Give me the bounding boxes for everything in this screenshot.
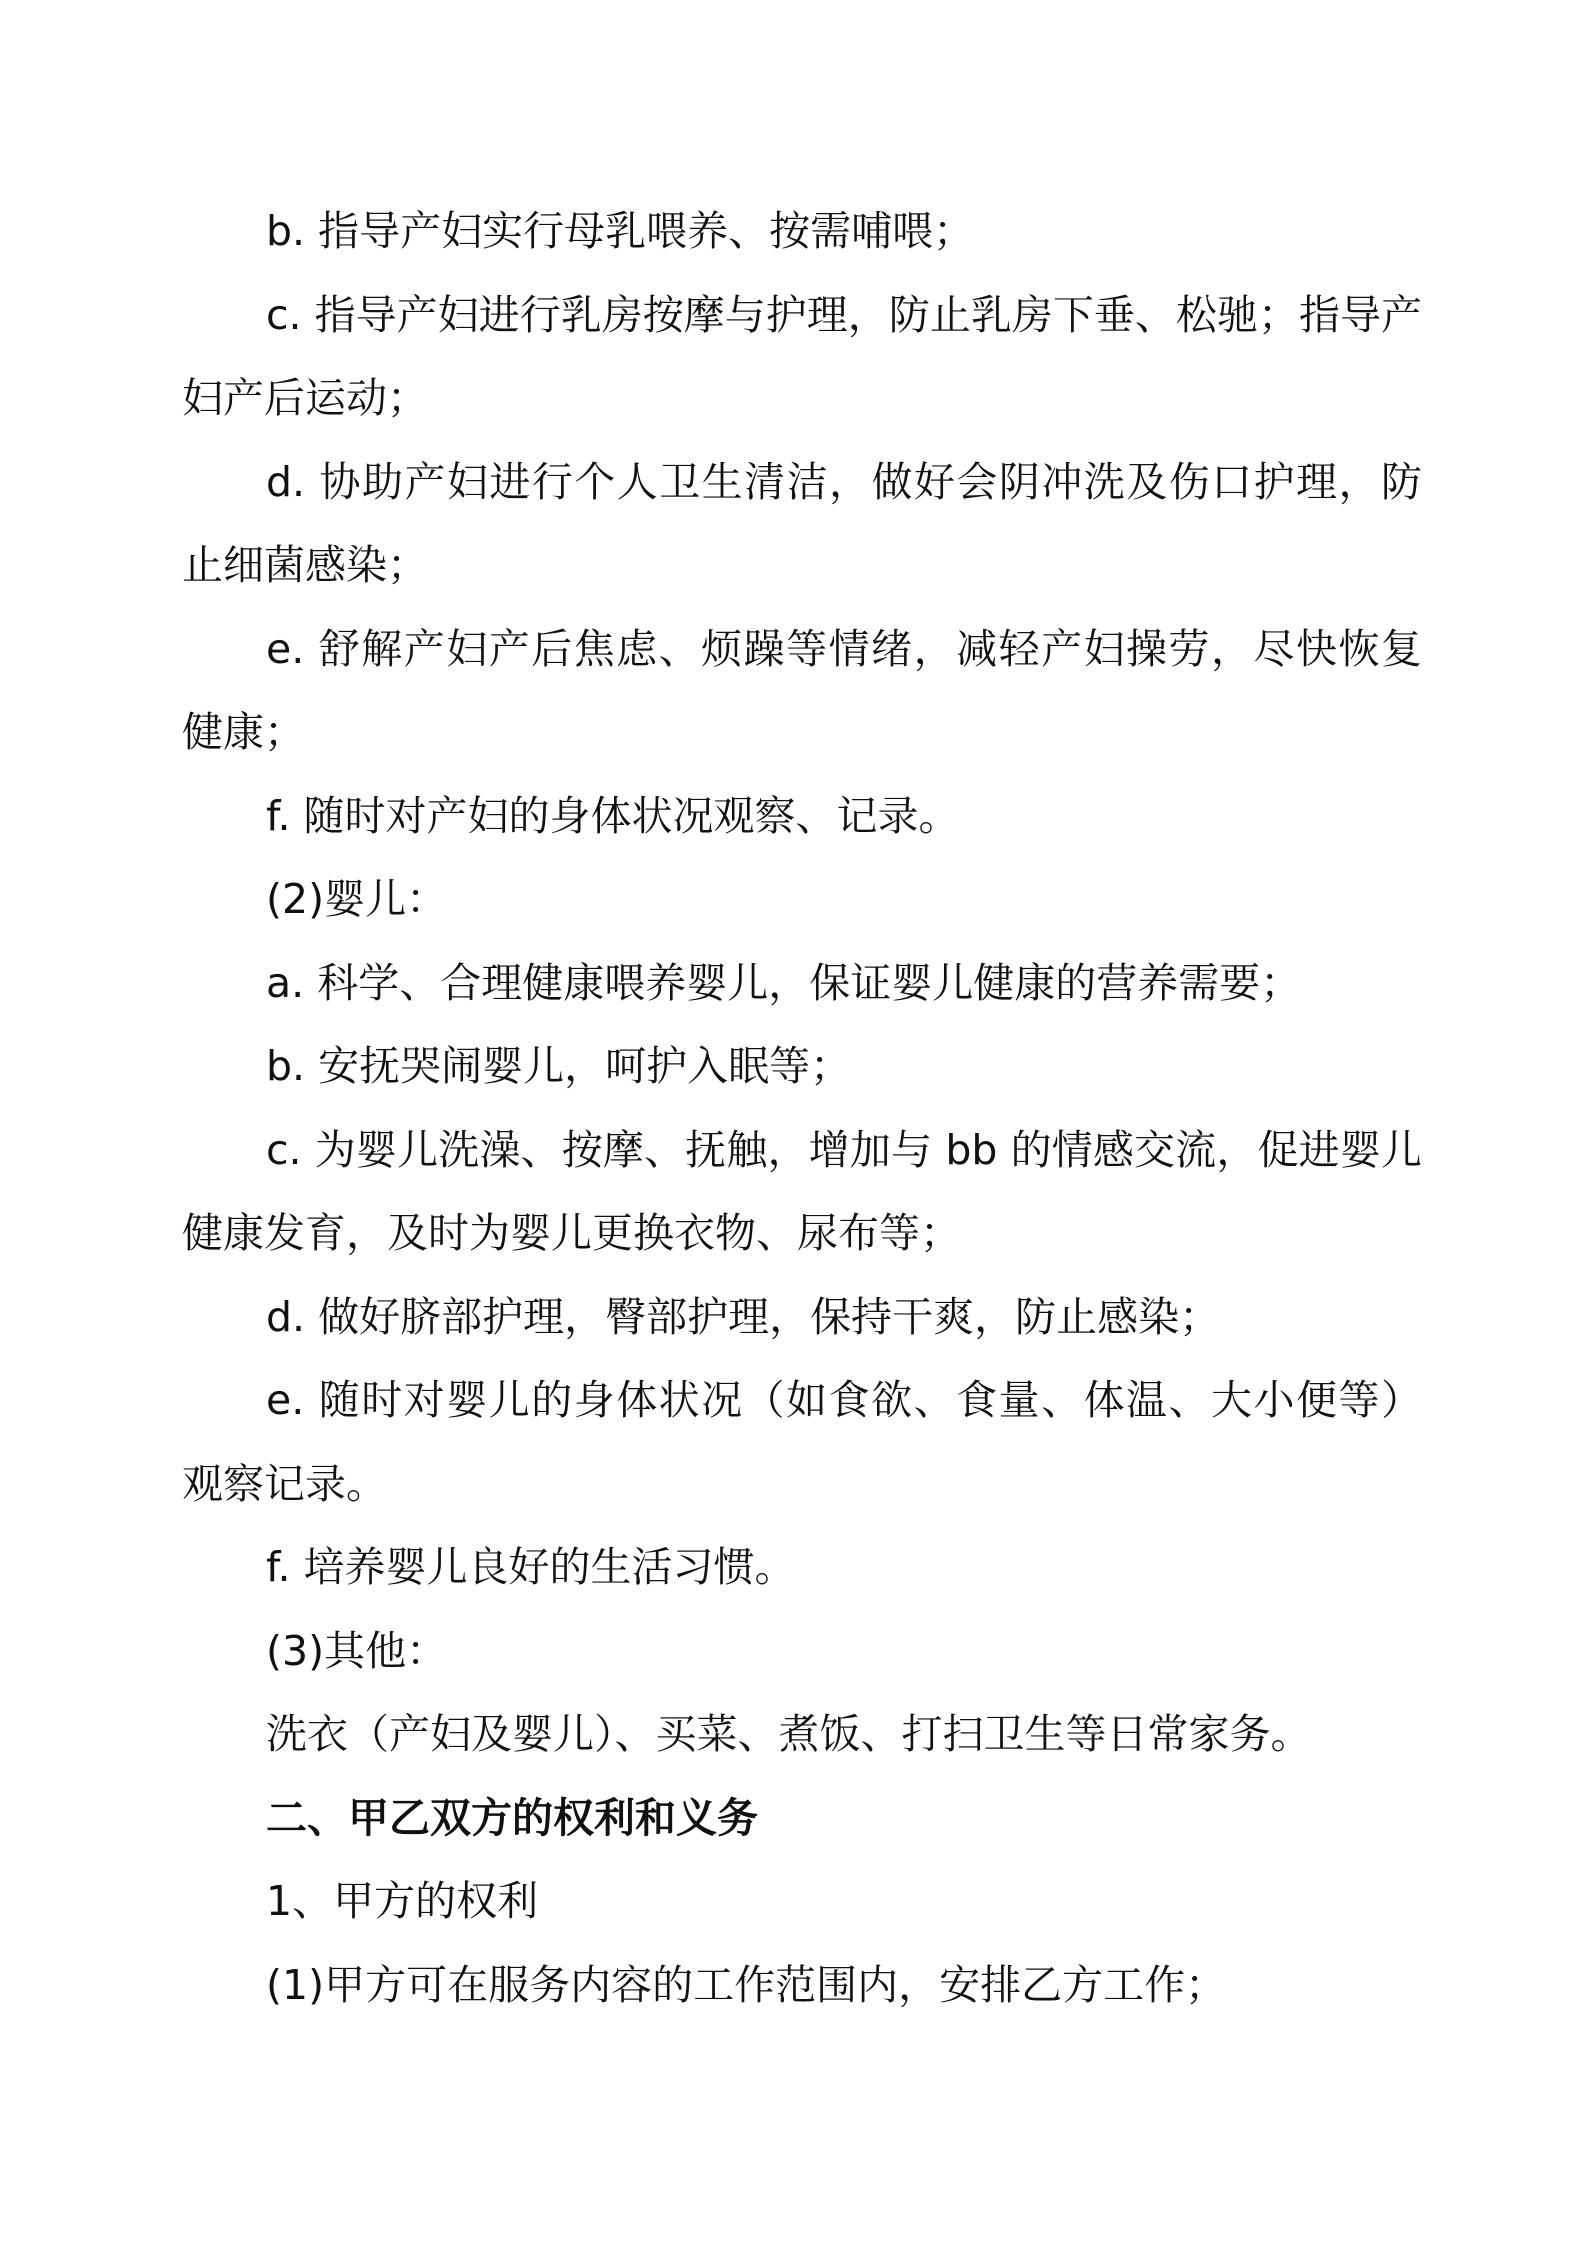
subheading-party-a-rights: 1、甲方的权利: [266, 1877, 539, 1925]
paragraph-infant-e: e. 随时对婴儿的身体状况（如食欲、食量、体温、大小便等）观察记录。: [182, 1376, 1422, 1508]
paragraph-mother-b: b. 指导产妇实行母乳喂养、按需哺喂；: [266, 207, 975, 255]
paragraph-infant-a: a. 科学、合理健康喂养婴儿，保证婴儿健康的营养需要；: [266, 958, 1302, 1007]
section-other-label: (3)其他：: [266, 1626, 448, 1675]
paragraph-infant-c: c. 为婴儿洗澡、按摩、抚触，增加与 bb 的情感交流，促进婴儿健康发育，及时为婴儿更换衣物、尿布等；: [182, 1125, 1422, 1257]
paragraph-mother-e: e. 舒解产妇产后焦虑、烦躁等情绪，减轻产妇操劳，尽快恢复健康；: [182, 624, 1422, 756]
paragraph-other-housework: 洗衣（产妇及婴儿）、买菜、煮饭、打扫卫生等日常家务。: [266, 1710, 1312, 1758]
paragraph-mother-f: f. 随时对产妇的身体状况观察、记录。: [266, 791, 960, 840]
section-heading-rights-obligations: 二、甲乙双方的权利和义务: [266, 1793, 758, 1842]
paragraph-party-a-right-1: (1)甲方可在服务内容的工作范围内，安排乙方工作；: [266, 1960, 1227, 2009]
paragraph-mother-d: d. 协助产妇进行个人卫生清洁，做好会阴冲洗及伤口护理，防止细菌感染；: [182, 457, 1422, 589]
paragraph-infant-f: f. 培养婴儿良好的生活习惯。: [266, 1543, 796, 1591]
section-infant-label: (2)婴儿：: [266, 875, 448, 923]
paragraph-infant-b: b. 安抚哭闹婴儿，呵护入眠等；: [266, 1042, 852, 1090]
document-body: [182, 190, 1422, 2027]
paragraph-infant-d: d. 做好脐部护理，臀部护理，保持干爽，防止感染；: [266, 1292, 1221, 1341]
paragraph-mother-c: c. 指导产妇进行乳房按摩与护理，防止乳房下垂、松驰；指导产妇产后运动；: [182, 290, 1422, 422]
